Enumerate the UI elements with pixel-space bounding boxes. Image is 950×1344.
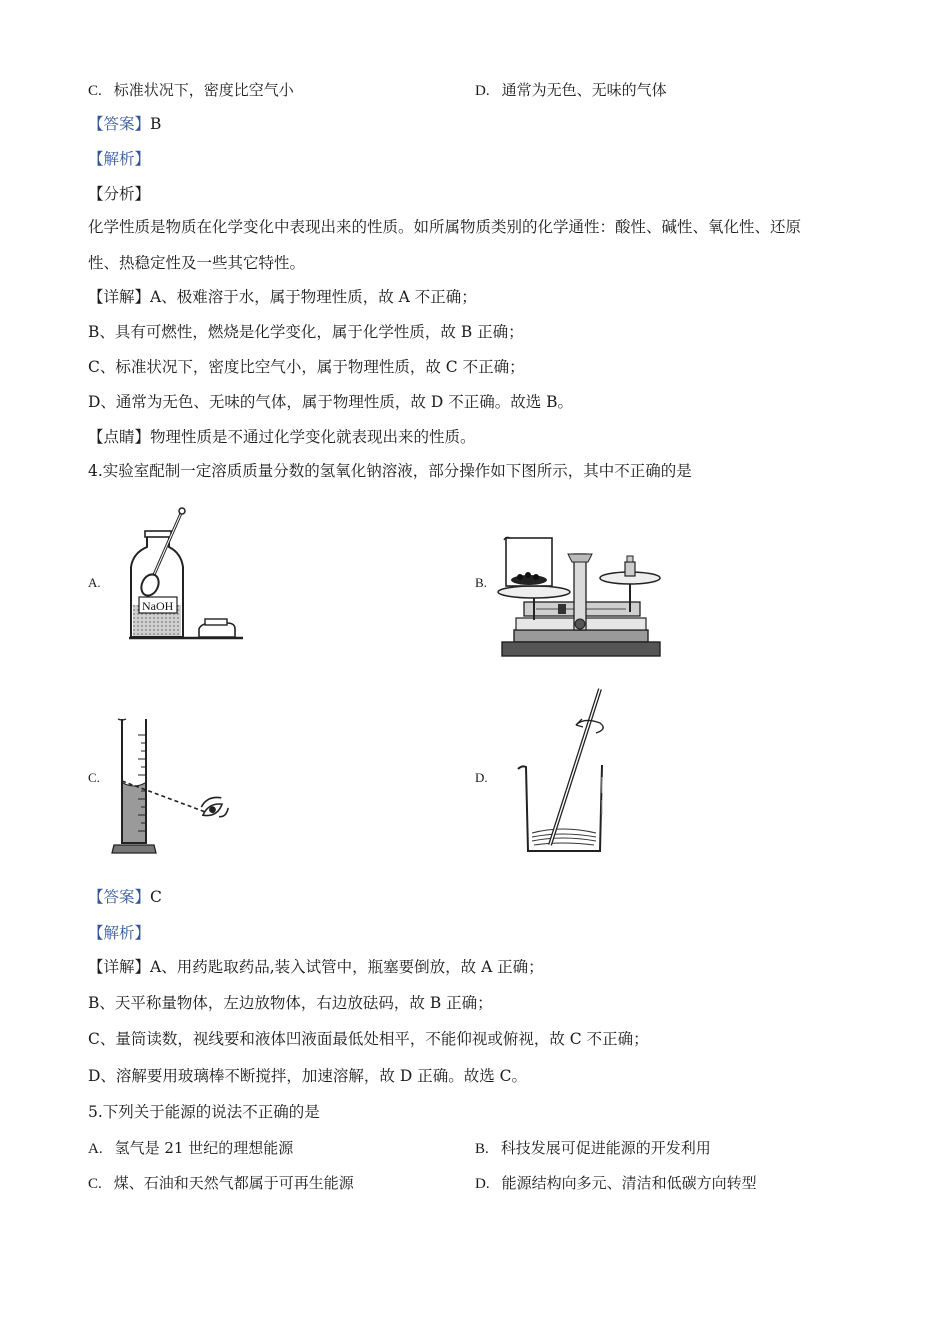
- analysis-tag: 【解析】: [88, 150, 151, 168]
- answer-tag: 【答案】: [88, 888, 151, 906]
- option-label: C.: [88, 1176, 102, 1192]
- option-label: D.: [475, 83, 490, 99]
- q5-option-b: [475, 1138, 711, 1159]
- graduated-cylinder-figure: [108, 715, 238, 860]
- answer-tag: 【答案】: [88, 115, 151, 133]
- q3-detail-c: C、标准状况下，密度比空气小，属于物理性质，故 C 不正确；: [88, 358, 525, 376]
- option-label: C.: [88, 83, 102, 99]
- option-text: 氢气是 21 世纪的理想能源: [114, 1139, 294, 1157]
- option-text: 科技发展可促进能源的开发利用: [500, 1139, 711, 1157]
- q3-detail-a: [88, 287, 477, 307]
- q4-answer: [88, 887, 162, 907]
- detail-tag: 【详解】: [88, 288, 151, 306]
- comment-text: 物理性质是不通过化学变化就表现出来的性质。: [150, 428, 476, 446]
- analysis-tag: 【解析】: [88, 924, 151, 942]
- q3-comment: [88, 427, 476, 447]
- option-text: 煤、石油和天然气都属于可再生能源: [113, 1174, 354, 1192]
- q3-answer: [88, 114, 161, 134]
- answer-value: B: [150, 115, 162, 133]
- q5-option-d: [475, 1173, 757, 1194]
- q4-detail-c: C、量筒读数，视线要和液体凹液面最低处相平，不能仰视或俯视，故 C 不正确；: [88, 1030, 649, 1048]
- q4-detail-b: B、天平称量物体，左边放物体，右边放砝码，故 B 正确；: [88, 994, 493, 1012]
- q3-option-c: [88, 80, 294, 101]
- option-label: B.: [475, 1141, 489, 1157]
- fig-a-label: A.: [88, 575, 101, 590]
- q4-analysis-heading: [88, 923, 150, 943]
- q4-question: 4.实验室配制一定溶质质量分数的氢氧化钠溶液，部分操作如下图所示，其中不正确的是: [88, 462, 692, 480]
- fig-c-label: C.: [88, 770, 100, 785]
- detail-tag: 【详解】: [88, 958, 151, 976]
- comment-tag: 【点睛】: [88, 428, 151, 446]
- beaker-stirring-figure: [512, 685, 617, 860]
- option-text: 标准状况下，密度比空气小: [113, 81, 294, 99]
- q5-option-a: [88, 1138, 293, 1159]
- detail-text: A、用药匙取药品,装入试管中，瓶塞要倒放，故 A 正确；: [150, 958, 544, 976]
- option-label: A.: [88, 1141, 103, 1157]
- q3-detail-b: B、具有可燃性，燃烧是化学变化，属于化学性质，故 B 正确；: [88, 323, 524, 341]
- q3-detail-d: D、通常为无色、无味的气体，属于物理性质，故 D 不正确。故选 B。: [88, 393, 574, 411]
- option-label: D.: [475, 1176, 490, 1192]
- reagent-bottle-figure: [125, 505, 250, 645]
- q3-fenxi-text-2: 性、热稳定性及一些其它特性。: [88, 254, 306, 272]
- q4-detail-a: [88, 957, 544, 977]
- answer-value: C: [150, 888, 162, 906]
- q4-detail-d: D、溶解要用玻璃棒不断搅拌，加速溶解，故 D 正确。故选 C。: [88, 1067, 527, 1085]
- q3-analysis-heading: [88, 149, 150, 169]
- fig-d-label: D.: [475, 770, 488, 785]
- fig-b-label: B.: [475, 575, 487, 590]
- fenxi-tag: 【分析】: [88, 185, 151, 203]
- balance-scale-figure: [496, 532, 666, 662]
- q3-fenxi-text-1: 化学性质是物质在化学变化中表现出来的性质。如所属物质类别的化学通性：酸性、碱性、氧化性、还原: [88, 218, 802, 236]
- q3-fenxi-heading: [88, 184, 150, 204]
- option-text: 能源结构向多元、清洁和低碳方向转型: [501, 1174, 757, 1192]
- q5-question: 5.下列关于能源的说法不正确的是: [88, 1103, 320, 1121]
- option-text: 通常为无色、无味的气体: [501, 81, 667, 99]
- detail-text: A、极难溶于水，属于物理性质，故 A 不正确；: [150, 288, 477, 306]
- q5-option-c: [88, 1173, 354, 1194]
- q3-option-d: [475, 80, 667, 101]
- bottle-label-text: NaOH: [142, 599, 174, 613]
